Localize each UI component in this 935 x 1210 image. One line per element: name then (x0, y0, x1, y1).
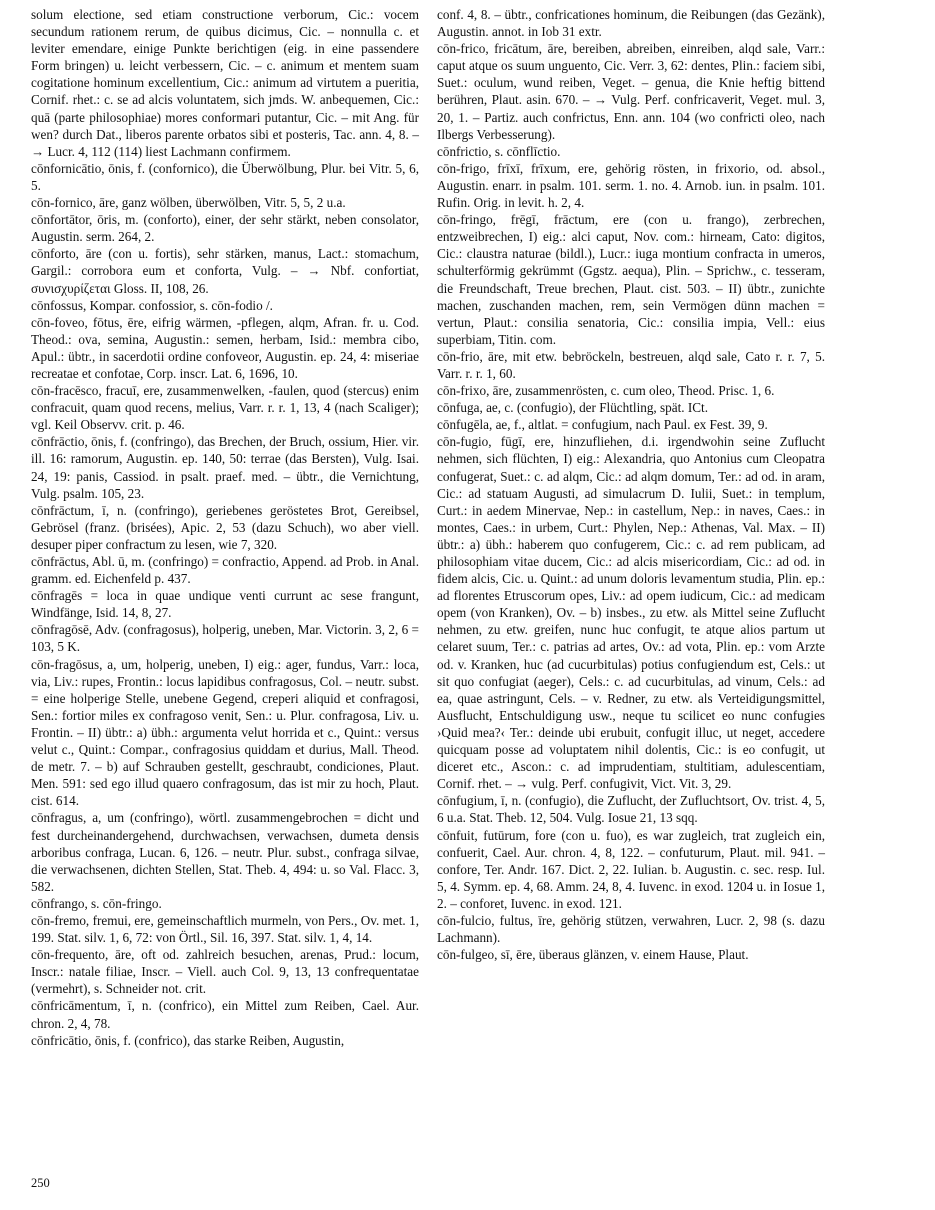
dictionary-entry: cōn-fugio, fūgī, ere, hinzufliehen, d.i. irgendwohin seine Zuflucht nehmen, sich flüchten, I) eig.: Alexandria, quo Antonius cum Cleopatra confugerat, Suet.: c. ad alqm, Cic.: ad alqm domum, Ter.: ad od. in aram, Cic.: ad statuam Augusti, ad simulacrum D. Iulii, Suet.: in templum, Curt.: in aedem Minervae, Nep.: in castellum, Nep.: in naves, Caes.: in montes, Caes.: in urbem, Curt.: Phylen, Nep.: Athenas, Val. Max. – II) übtr.: a) übh.: haberem quo confugerem, Cic.: c. ad rem publicam, ad philosophiam vitae ducem, Cic.: ad alcis misericordiam, Cic.: ad od. in fidem alcis, Cic. u. Quint.: ad unum doloris levamentum studia, Plin. ep.: ad florentes Etruscorum opes, Liv.: ad opem iudicum, Cic.: ad medicam opem (von Kranken), Ov. – b) insbes., zu etw. als Mittel seine Zuflucht nehmen, zu etw. greifen, nunc huc confugit, te atque alios partum ut celaret suum, Ter.: c. patrias ad artes, Ov.: ad vota, Plin. ep.: vom Arzte od. v. Kranken, huc (ad cucurbitulas) potius confugiendum est, Cels.: ut sit quo confugiat (aeger), Cels.: c. ad cucurbitulas, ad vinum, Cels.: ad ea, quae astringunt, Cels. – v. Redner, zu etw. als Verteidigungsmittel, Ausflucht, Entschuldigung usw., neque tu scilicet eo nunc confugies ›Quid mea?‹ Ter.: deinde ubi erubuit, confugit illuc, ut neget, accedere quicquam posse ad voluptatem nihil dolentis, Cic.: is eo confugit, ut diceret etc., Ascon.: c. ad imprudentiam, stultitiam, adulescentiam, Cornif. rhet. – → vulg. Perf. confugivit, Vict. Vit. 3, 29. (437, 434, 825, 792)
dictionary-entry: cōn-foveo, fōtus, ēre, eifrig wärmen, -pflegen, alqm, Afran. fr. u. Cod. Theod.: ova, semina, Augustin.: semen, herbam, Isid.: membra cibo, Apul.: übtr., in sacerdotii ordine confoveor, Augustin. ep. 24, 4: miseriae recreatae et confotae, Corp. inscr. Lat. 6, 1696, 10. (31, 314, 419, 381)
dictionary-entry: cōn-fremo, fremui, ere, gemeinschaftlich murmeln, von Pers., Ov. met. 1, 199. Stat. silv. 1, 6, 72: von Örtl., Sil. 16, 397. Stat. silv. 1, 4, 14. (31, 912, 419, 946)
dictionary-entry: cōnfortātor, ōris, m. (conforto), einer, der sehr stärkt, neben consolator, Augustin. serm. 264, 2. (31, 212, 419, 245)
dictionary-entry: cōnfossus, Kompar. confossior, s. cōn-fodio /. (31, 297, 273, 313)
dictionary-entry: cōn-fracēsco, fracuī, ere, zusammenwelken, -faulen, quod (stercus) enim confracuit, quam quod recens, melius, Varr. r. r. 1, 13, 4 (nach Scaliger); vgl. Keil Observv. crit. p. 46. (31, 383, 419, 433)
dictionary-entry: cōn-fulgeo, sī, ēre, überaus glänzen, v. einem Hause, Plaut. (437, 947, 749, 963)
dictionary-entry: cōnfrictio, s. cōnflīctio. (437, 143, 561, 159)
dictionary-entry: cōn-fringo, frēgī, frāctum, ere (con u. frango), zerbrechen, entzweibrechen, I) eig.: alci caput, Nov. com.: hirneam, Cato: digitos, Cic.: claustra naturae (bildl.), Lucr.: iuga montium confracta in umeros, schulterförmig gekrümmt (Ggstz. aequa), Plin. – Sprichw., c. tesseram, die Freundschaft, Treue brechen, Plaut. cist. 503. – II) übtr., zunichte machen, zuschanden machen, rem, sein Vermögen dünn machen = vertun, Plaut.: consilia senatoria, Cic.: consilia impia, Vell.: eius superbiam, Titin. com. (437, 212, 825, 347)
dictionary-entry: cōn-frio, āre, mit etw. bebröckeln, bestreuen, alqd sale, Cato r. r. 7, 5. Varr. r. r. 1, 60. (437, 348, 825, 381)
dictionary-entry: cōnfrāctio, ōnis, f. (confringo), das Brechen, der Bruch, ossium, Hier. vir. ill. 16: ramorum, Augustin. ep. 140, 50: terrae (das Bersten), Vulg. Isai. 24, 19: panis, Cassiod. in psalt. praef. med. – übtr., die Vernichtung, Vulg. psalm. 105, 23. (31, 434, 419, 501)
dictionary-entry: cōnfrāctus, Abl. ū, m. (confringo) = confractio, Append. ad Prob. in Anal. gramm. ed. Eichenfeld p. 437. (31, 554, 419, 587)
dictionary-entry: cōnfricātio, ōnis, f. (confrico), das starke Reiben, Augustin, (31, 1032, 345, 1048)
dictionary-entry: cōn-fragōsus, a, um, holperig, uneben, I) eig.: ager, fundus, Varr.: loca, via, Liv.: rupes, Frontin.: locus lapidibus confragosus, Col. – neutr. subst. = eine holperige Stelle, unebene Gegend, creperi aliquid et confragosi, Sen.: fortior miles ex confragoso venit, Sen.: u. Plur. confragosa, Liv. u. Frontin. – II) übtr.: a) übh.: argumenta velut horrida et c., Quint.: versus velut c., Quint.: Compar., confragosius quiddam et durius, Mall. Theod. de metr. 7. – b) auf Schrauben gestellt, geschraubt, condiciones, Plaut. Men. 591: sed ego illud quaero confragosum, das ist mir zu hoch, Plaut. cist. 614. (31, 656, 419, 809)
dictionary-entry: cōn-frixo, āre, zusammenrösten, c. cum oleo, Theod. Prisc. 1, 6. (437, 383, 775, 399)
dictionary-entry: conf. 4, 8. – übtr., confricationes hominum, die Reibungen (das Gezänk), Augustin. annot. in Iob 31 extr. (437, 7, 825, 40)
dictionary-entry: cōn-fulcio, fultus, īre, gehörig stützen, verwahren, Lucr. 2, 98 (s. dazu Lachmann). (437, 912, 825, 946)
dictionary-entry: cōnfornicātio, ōnis, f. (confornico), die Überwölbung, Plur. bei Vitr. 5, 6, 5. (31, 160, 419, 193)
dictionary-entry: cōn-frico, fricātum, āre, bereiben, abreiben, einreiben, alqd sale, Varr.: caput atque os suum unguento, Cic. Verr. 3, 62: dentes, Plin.: faciem sibi, Suet.: oculum, wund reiben, Veget. – genua, die Knie heftig bittend berühren, Plaut. asin. 670. – → Vulg. Perf. confricaverit, Veget. mul. 3, 20, 1. – Partiz. auch confrictus, Enn. ann. 104 (wo confricti oleo, nach Ilbergs Verbesserung). (437, 41, 825, 142)
dictionary-entry: cōnfugium, ī, n. (confugio), die Zuflucht, der Zufluchtsort, Ov. trist. 4, 5, 6 u.a. Stat. Theb. 12, 504. Vulg. Iosue 21, 13 sqq. (437, 793, 825, 826)
dictionary-entry: cōnforto, āre (con u. fortis), sehr stärken, manus, Lact.: stomachum, Gargil.: corroborа eum et conforta, Vulg. – → Nbf. confortiat, συνισχυρίζεται Gloss. II, 108, 26. (31, 246, 419, 296)
dictionary-entry: cōnfrāctum, ī, n. (confringo), geriebenes geröstetes Brot, Gereibsel, Gebrösel (franz. (brisées), Apic. 2, 53 (dazu Schuch), wo aber viell. desuper piper confractum zu lesen, wie 7, 320. (31, 502, 419, 552)
dictionary-entry: cōnfragus, a, um (confringo), wörtl. zusammengebrochen = dicht und fest durcheinandergehend, durchwachsen, verwachsen, dumeta densis arboribus confraga, Lucan. 6, 126. – neutr. Plur. subst., confraga silvae, die verwachsenen, dichten Stellen, Stat. Theb. 4, 494: u. so Val. Flacc. 3, 582. (31, 810, 419, 894)
dictionary-entry: cōnfuga, ae, c. (confugio), der Flüchtling, spät. ICt. (437, 400, 709, 416)
dictionary-entry: cōn-fornico, āre, ganz wölben, überwölben, Vitr. 5, 5, 2 u.a. (31, 195, 346, 211)
dictionary-entry: solum electione, sed etiam constructione verborum, Cic.: vocem secundum rationem rerum, de quibus dicimus, Cic. – nonnulla c. et leviter emendare, einige Punkte berichtigen (eig. in eine passendere Form bringen) u. leicht verbessern, Cic. – c. animum et mentem suam cogitatione hominum excellentium, Cic.: animum ad virtutem a pueritia, Cornif. rhet.: c. se ad alcis voluntatem, sich jmds. W. anbequemen, Cic.: quā (parte philosophiae) mores conformari putantur, Cic. – mit Ang. für wen? durch Dat., liberos parente orbatos sibi et posteris, Tac. ann. 4, 8. – → Lucr. 4, 112 (114) liest Lachmann confirmem. (31, 7, 419, 159)
dictionary-entry: cōnfugēla, ae, f., altlat. = confugium, nach Paul. ex Fest. 39, 9. (437, 417, 768, 433)
dictionary-entry: cōnfragēs = loca in quae undique venti currunt ac sese frangunt, Windfänge, Isid. 14, 8, 27. (31, 588, 419, 621)
page-number: 250 (31, 1176, 50, 1190)
dictionary-entry: cōn-frequento, āre, oft od. zahlreich besuchen, arenas, Prud.: locum, Inscr.: natale filiae, Inscr. – Viell. auch Col. 9, 13, 13 confrequentatae (vermehrt), s. Schneider not. crit. (31, 947, 419, 997)
right-column (437, 6, 825, 963)
left-column (31, 6, 419, 1049)
dictionary-entry: cōnfrango, s. cōn-fringo. (31, 895, 162, 911)
dictionary-entry: cōnfragōsē, Adv. (confragosus), holperig, uneben, Mar. Victorin. 3, 2, 6 = 103, 5 K. (31, 622, 419, 655)
dictionary-entry: cōnfricāmentum, ī, n. (confrico), ein Mittel zum Reiben, Cael. Aur. chron. 2, 4, 78. (31, 998, 419, 1031)
dictionary-entry: cōnfuit, futūrum, fore (con u. fuo), es war zugleich, trat zugleich ein, confuerit, Cael. Aur. chron. 4, 8, 122. – confuturum, Plaut. mil. 941. – confore, Ter. Andr. 167. Dict. 2, 22. Iulian. b. Augustin. c. sec. resp. Iul. 5, 4. Symm. ep. 4, 68. Amm. 24, 8, 4. Iuvenc. in exod. 1204 u. in Iosue 1, 2. – conforet, Iuvenc. in exod. 121. (437, 827, 825, 911)
dictionary-entry: cōn-frigo, frīxī, frīxum, ere, gehörig rösten, in frixorio, od. absol., Augustin. enarr. in psalm. 101. serm. 1. no. 4. Arnob. iun. in psalm. 101. Rufin. Orig. in levit. h. 2, 4. (437, 160, 825, 211)
